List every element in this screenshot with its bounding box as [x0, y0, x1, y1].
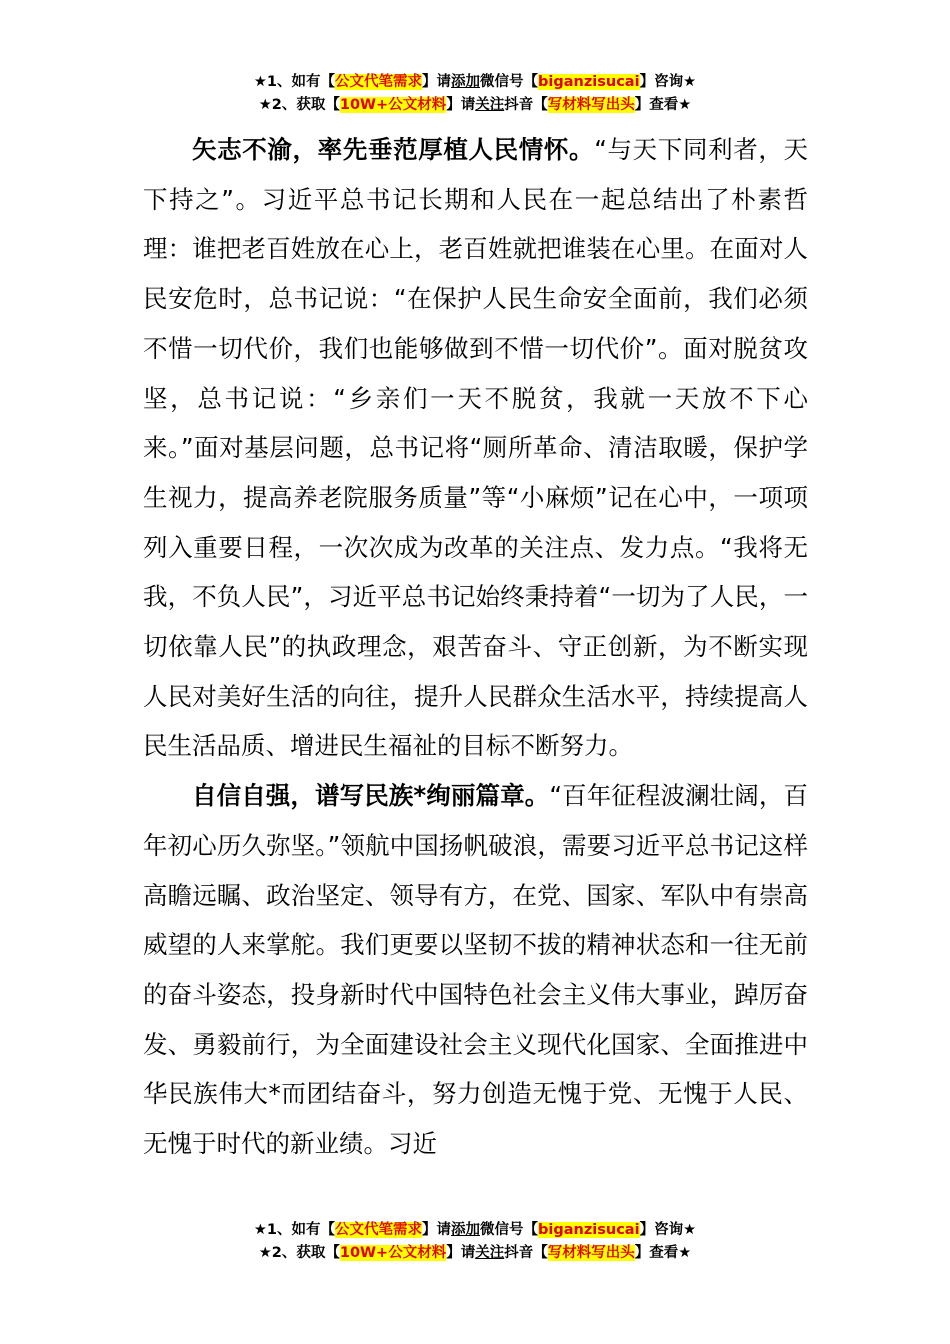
- highlight-materials: 10W+公文材料: [339, 1245, 447, 1261]
- highlight-wechat-id: biganzisucai: [538, 1222, 640, 1238]
- highlight-service: 公文代笔需求: [335, 74, 423, 90]
- highlight-service: 公文代笔需求: [335, 1222, 423, 1238]
- banner-line-2: ★2、获取【10W+公文材料】请关注抖音【写材料写出头】查看★: [258, 97, 692, 113]
- highlight-douyin: 写材料写出头: [547, 1245, 635, 1261]
- paragraph: [143, 125, 808, 771]
- paragraph-lead: 自信自强，谱写民族*绚丽篇章。: [192, 781, 550, 811]
- header-banner: [0, 71, 950, 117]
- document-body: [143, 125, 808, 1169]
- paragraph-text: “百年征程波澜壮阔，百年初心历久弥坚。”领航中国扬帆破浪，需要习近平总书记这样高瞻远瞩、政治坚定、领导有方，在党、国家、军队中有崇高威望的人来掌舵。我们更要以坚韧不拔的精神状态和一往无前的奋斗姿态，投身新时代中国特色社会主义伟大事业，踔厉奋发、勇毅前行，为全面建设社会主义现代化国家、全面推进中华民族伟大*而团结奋斗，努力创造无愧于党、无愧于人民、无愧于时代的新业绩。习近: [143, 781, 808, 1159]
- highlight-douyin: 写材料写出头: [547, 97, 635, 113]
- highlight-wechat-id: biganzisucai: [538, 74, 640, 90]
- banner-line-1: ★1、如有【公文代笔需求】请添加微信号【biganzisucai】咨询★: [253, 1222, 697, 1238]
- paragraph-lead: 矢志不渝，率先垂范厚植人民情怀。: [192, 135, 595, 164]
- paragraph-text: “与天下同利者，天下持之”。习近平总书记长期和人民在一起总结出了朴素哲理：谁把老百姓放在心上，老百姓就把谁装在心里。在面对人民安危时，总书记说：“在保护人民生命安全面前，我们必须不惜一切代价，我们也能够做到不惜一切代价”。面对脱贫攻坚，总书记说：“乡亲们一天不脱贫，我就一天放不下心来。”面对基层问题，总书记将“厕所革命、清洁取暖，保护学生视力，提高养老院服务质量”等“小麻烦”记在心中，一项项列入重要日程，一次次成为改革的关注点、发力点。“我将无我，不负人民”，习近平总书记始终秉持着“一切为了人民，一切依靠人民”的执政理念，艰苦奋斗、守正创新，为不断实现人民对美好生活的向往，提升人民群众生活水平，持续提高人民生活品质、增进民生福祉的目标不断努力。: [143, 135, 808, 761]
- footer-banner: [0, 1219, 950, 1265]
- paragraph: [143, 771, 808, 1169]
- banner-line-1: ★1、如有【公文代笔需求】请添加微信号【biganzisucai】咨询★: [253, 74, 697, 90]
- highlight-materials: 10W+公文材料: [339, 97, 447, 113]
- banner-line-2: ★2、获取【10W+公文材料】请关注抖音【写材料写出头】查看★: [258, 1245, 692, 1261]
